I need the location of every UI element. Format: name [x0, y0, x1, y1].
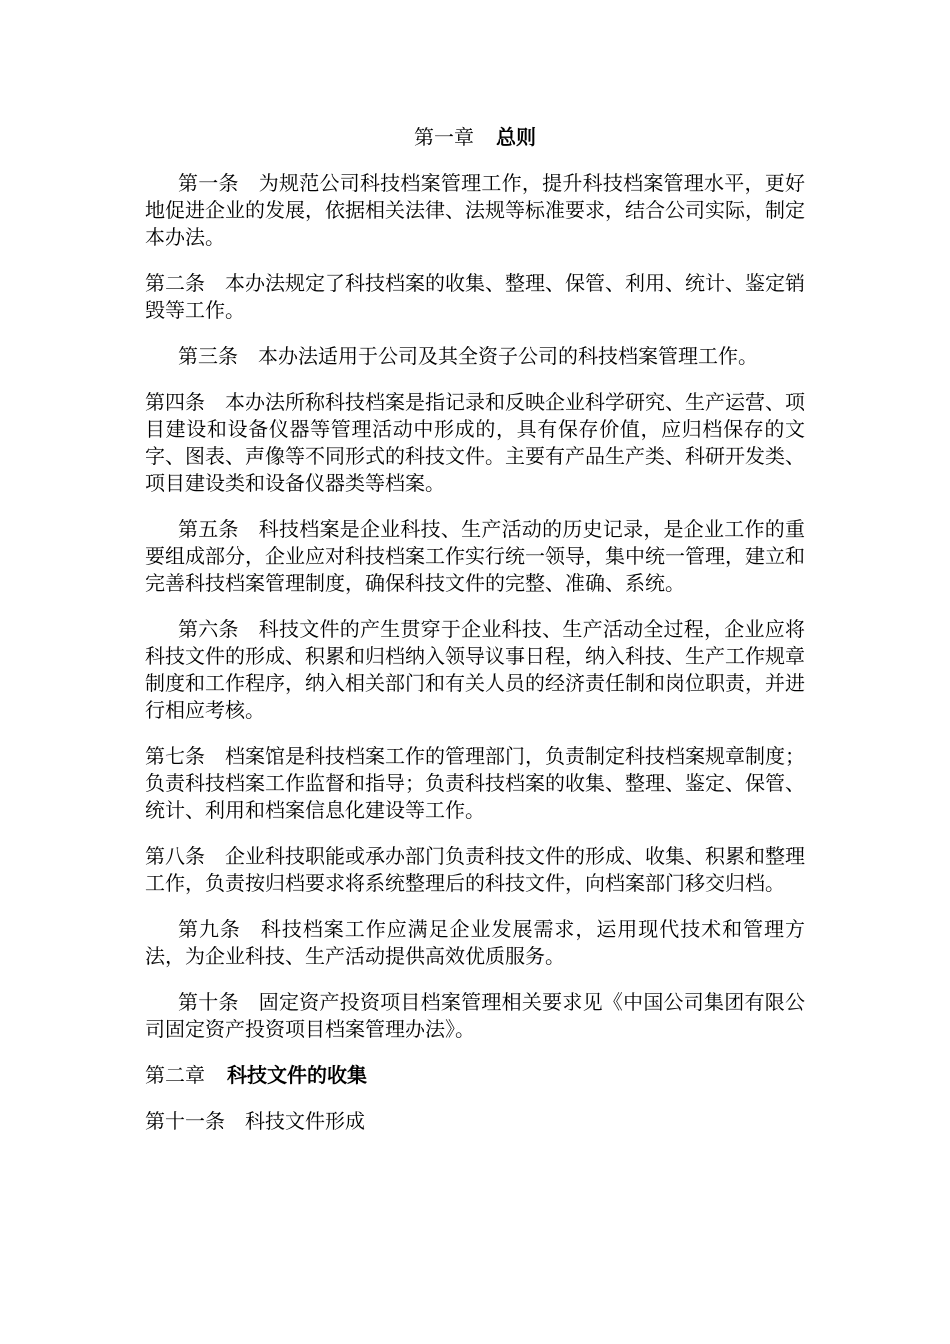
article-11-number: 第十一条: [145, 1109, 225, 1133]
article-8-text: 企业科技职能或承办部门负责科技文件的形成、收集、积累和整理工作，负责按归档要求将系统整理后的科技文件，向档案部门移交归档。: [145, 844, 805, 895]
article-1-number: 第一条: [178, 171, 239, 195]
article-3-text: 本办法适用于公司及其全资子公司的科技档案管理工作。: [258, 344, 758, 368]
article-6: [145, 616, 805, 724]
article-7: [145, 743, 805, 824]
article-7-number: 第七条: [145, 744, 205, 768]
article-5: [145, 516, 805, 597]
chapter-1-name: 总则: [496, 125, 536, 149]
article-11: [145, 1108, 805, 1135]
article-3-number: 第三条: [178, 344, 238, 368]
article-4: [145, 389, 805, 497]
article-10: [145, 989, 805, 1043]
article-3: [145, 343, 805, 370]
article-10-number: 第十条: [178, 990, 239, 1014]
chapter-1-label: 第一章: [414, 125, 474, 149]
article-9-number: 第九条: [178, 917, 241, 941]
article-11-text: 科技文件形成: [245, 1109, 365, 1133]
article-10-text: 固定资产投资项目档案管理相关要求见《中国公司集团有限公司固定资产投资项目档案管理办法》。: [145, 990, 806, 1041]
chapter-1-heading: [145, 124, 805, 151]
article-4-number: 第四条: [145, 390, 205, 414]
article-8-number: 第八条: [145, 844, 205, 868]
article-5-text: 科技档案是企业科技、生产活动的历史记录，是企业工作的重要组成部分，企业应对科技档案工作实行统一领导，集中统一管理，建立和完善科技档案管理制度，确保科技文件的完整、准确、系统。: [145, 517, 806, 595]
chapter-2-name: 科技文件的收集: [227, 1063, 367, 1087]
article-2-text: 本办法规定了科技档案的收集、整理、保管、利用、统计、鉴定销毁等工作。: [145, 271, 805, 322]
article-7-text: 档案馆是科技档案工作的管理部门，负责制定科技档案规章制度；负责科技档案工作监督和指导；负责科技档案的收集、整理、鉴定、保管、统计、利用和档案信息化建设等工作。: [145, 744, 805, 822]
article-8: [145, 843, 805, 897]
article-9-text: 科技档案工作应满足企业发展需求，运用现代技术和管理方法，为企业科技、生产活动提供高效优质服务。: [145, 917, 806, 968]
chapter-2-heading: [145, 1062, 805, 1089]
article-4-text: 本办法所称科技档案是指记录和反映企业科学研究、生产运营、项目建设和设备仪器等管理活动中形成的，具有保存价值，应归档保存的文字、图表、声像等不同形式的科技文件。主要有产品生产类、科研开发类、项目建设类和设备仪器类等档案。: [145, 390, 805, 495]
article-1: [145, 170, 805, 251]
article-1-text: 为规范公司科技档案管理工作，提升科技档案管理水平，更好地促进企业的发展，依据相关法律、法规等标准要求，结合公司实际，制定本办法。: [145, 171, 806, 249]
document-body: [145, 124, 805, 1154]
article-2-number: 第二条: [145, 271, 205, 295]
article-6-number: 第六条: [178, 617, 239, 641]
article-9: [145, 916, 805, 970]
article-6-text: 科技文件的产生贯穿于企业科技、生产活动全过程，企业应将科技文件的形成、积累和归档纳入领导议事日程，纳入科技、生产工作规章制度和工作程序，纳入相关部门和有关人员的经济责任制和岗位职责，并进行相应考核。: [145, 617, 806, 722]
article-2: [145, 270, 805, 324]
chapter-2-label: 第二章: [145, 1063, 205, 1087]
article-5-number: 第五条: [178, 517, 239, 541]
